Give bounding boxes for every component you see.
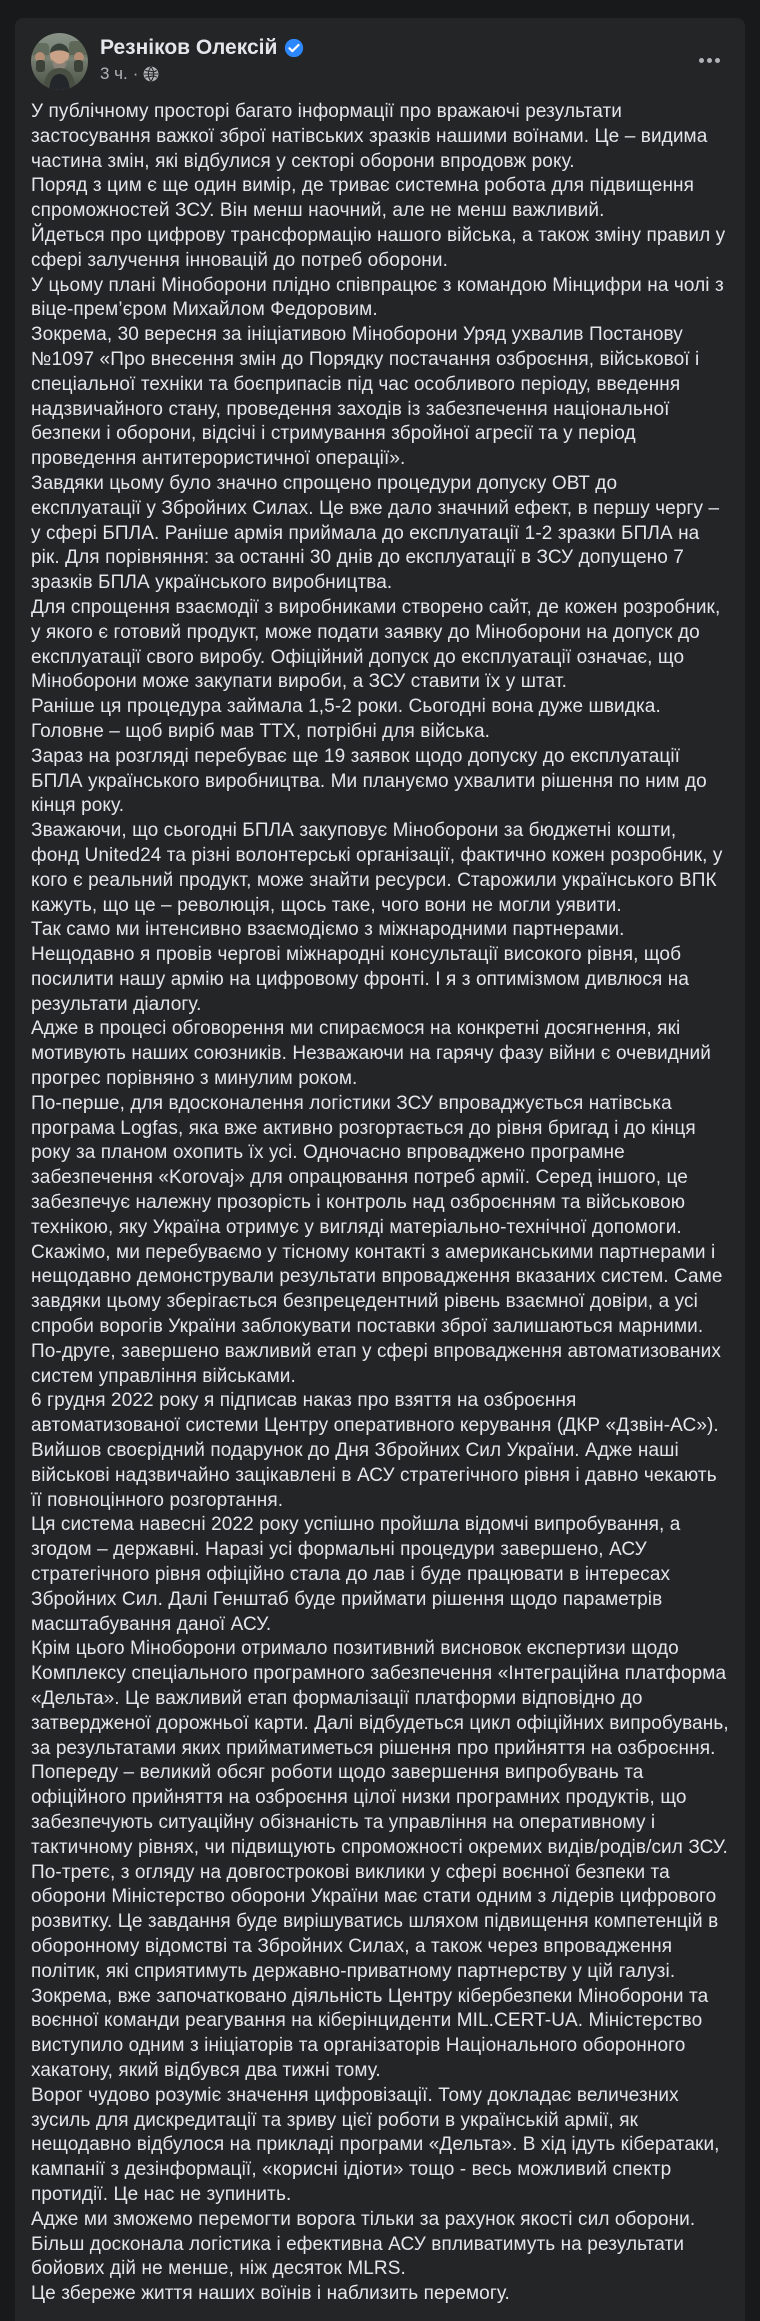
post-paragraph: Зараз на розгляді перебуває ще 19 заявок щодо допуску до експлуатації БПЛА українського виробництва. Ми плануємо ухвалити рішення по ним до кінця року.	[31, 745, 707, 817]
post-paragraph: Раніше ця процедура займала 1,5-2 роки. Сьогодні вона дуже швидка. Головне – щоб виріб мав ТТХ, потрібні для війська.	[31, 696, 661, 742]
post-paragraph: По-третє, з огляду на довгострокові виклики у сфері воєнної безпеки та оборони Міністерство оборони України має стати одним з лідерів цифрового розвитку. Це завдання буде вирішуватись шляхом підвищення компетенцій в оборонному відомстві та Збройних Силах, а також через впровадження політик, які сприятимуть державно-приватному партнерству у цій галузі.	[31, 1861, 719, 1982]
profile-avatar[interactable]	[31, 33, 88, 90]
post-paragraph: У цьому плані Міноборони плідно співпрацює з командою Мінцифри на чолі з віце-прем’єром Михайлом Федоровим.	[31, 274, 724, 321]
more-options-button[interactable]	[689, 40, 729, 80]
post-paragraph: Ця система навесні 2022 року успішно пройшла відомчі випробування, а згодом – державні. Наразі усі формальні процедури завершено, АСУ стратегічного рівня офіційно стала до лав і буде працювати в інтересах Збройних Сил. Далі Генштаб буде приймати рішення щодо параметрів масштабування даної АСУ.	[31, 1514, 681, 1635]
author-name[interactable]: Резніков Олексій	[100, 36, 278, 59]
post-header	[15, 18, 745, 100]
post-paragraph: Ворог чудово розуміє значення цифровізації. Тому докладає величезних зусиль для дискредитації та зриву цієї роботи в українській армії, як нещодавно відбулося на прикладі програми «Дельта». В хід ідуть кібератаки, кампанії з дезінформації, «корисні ідіоти» тощо - весь можливий спектр протидії. Це нас не зупинить.	[31, 2084, 720, 2205]
post-paragraph: Адже ми зможемо перемогти ворога тільки за рахунок якості сил оборони.	[31, 2208, 696, 2230]
post-paragraph: Поряд з цим є ще один вимір, де триває системна робота для підвищення спроможностей ЗСУ. Він менш наочний, але не менш важливий.	[31, 175, 695, 222]
post-header-info	[100, 33, 304, 84]
post-paragraph: Так само ми інтенсивно взаємодіємо з міжнародними партнерами.	[31, 919, 625, 941]
post-paragraph: По-перше, для вдосконалення логістики ЗСУ впроваджується натівська програма Logfas, яка вже активно розгортається до рівня бригад і до кінця року за планом охопить їх усі. Одночасно впроваджено програмне забезпечення «Korovaj» для опрацювання потреб армії. Серед іншого, це забезпечує належну прозорість і контроль над озброєнням та військовою технікою, яку Україна отримує у вигляді матеріально-технічної допомоги.	[31, 1092, 696, 1238]
post-timestamp[interactable]: 3 ч.	[100, 64, 128, 84]
post-paragraph: Зокрема, вже започатковано діяльність Центру кібербезпеки Міноборони та воєнної команди реагування на кіберінциденти MIL.CERT-UA. Міністерство виступило одним з ініціаторів та організаторів Національного оборонного хакатону, який відбувся два тижні тому.	[31, 1985, 709, 2081]
post-paragraph: Зважаючи, що сьогодні БПЛА закуповує Міноборони за бюджетні кошти, фонд United24 та різні волонтерські організації, фактично кожен розробник, у кого є реальний продукт, може знайти ресурси. Старожили українського ВПК кажуть, що це – революція, щось таке, чого вони не могли уявити.	[31, 820, 723, 916]
dot-icon	[699, 58, 704, 63]
post-paragraph: Завдяки цьому було значно спрощено процедури допуску ОВТ до експлуатації у Збройних Силах. Це вже дало значний ефект, в першу чергу – у сфері БПЛА. Раніше армія приймала до експлуатації 1-2 зразки БПЛА на рік. Для порівняння: за останні 30 днів до експлуатації в ЗСУ допущено 7 зразків БПЛА українського виробництва.	[31, 472, 720, 594]
post-paragraph: Це збереже життя наших воїнів і наблизить перемогу.	[31, 2283, 510, 2305]
globe-public-icon	[143, 66, 159, 82]
meta-separator: ·	[132, 64, 139, 84]
post-paragraph: Більш досконала логістика і ефективна АСУ впливатимуть на результати бойових дій не менше, ніж десяток MLRS.	[31, 2233, 685, 2280]
post-paragraph: У публічному просторі багато інформації про вражаючі результати застосування важкої зброї натівських зразків нашими воїнами. Це – видима частина змін, які відбулися у секторі оборони впродовж року.	[31, 101, 708, 172]
post-meta-row	[100, 64, 304, 84]
verified-badge-icon	[284, 38, 304, 58]
dot-icon	[707, 58, 712, 63]
post-paragraph: Нещодавно я провів чергові міжнародні консультації високого рівня, щоб посилити нашу армію на цифровому фронті. І я з оптимізмом дивлюся на результати діалогу.	[31, 944, 690, 1015]
post-paragraph: 6 грудня 2022 року я підписав наказ про взяття на озброєння автоматизованої системи Центру оперативного керування (ДКР «Дзвін-АС»). Вийшов своєрідний подарунок до Дня Збройних Сил України. Адже наші військові надзвичайно зацікавлені в АСУ стратегічного рівня і давно чекають її повноцінного розгортання.	[31, 1390, 719, 1511]
post-paragraph: Для спрощення взаємодії з виробниками створено сайт, де кожен розробник, у якого є готовий продукт, може подати заявку до Міноборони на допуск до експлуатації свого виробу. Офіційний допуск до експлуатації означає, що Міноборони може закупати вироби, а ЗСУ ставити їх у штат.	[31, 596, 721, 693]
dot-icon	[715, 58, 720, 63]
post-text	[15, 100, 745, 2307]
post-paragraph: Адже в процесі обговорення ми спираємося на конкретні досягнення, які мотивують наших союзників. Незважаючи на гарячу фазу війни є очевидний прогрес порівняно з минулим роком.	[31, 1018, 711, 1090]
post-paragraph: Крім цього Міноборони отримало позитивний висновок експертизи щодо Комплексу спеціального програмного забезпечення «Інтеграційна платформа «Дельта». Це важливий етап формалізації платформи відповідно до затвердженої дорожньої карти. Далі відбудеться цикл офіційних випробувань, за результатами яких прийматиметься рішення про прийняття на озброєння. Попереду – великий обсяг роботи щодо завершення випробувань та офіційного прийняття на озброєння цілої низки програмних продуктів, що забезпечують ситуаційну обізнаність та управління на оперативному і тактичному рівнях, чи підвищують спроможності окремих видів/родів/сил ЗСУ.	[31, 1638, 729, 1858]
profile-photo-icon	[31, 33, 88, 90]
author-name-row	[100, 36, 304, 60]
post-paragraph: Скажімо, ми перебуваємо у тісному контакті з американськими партнерами і нещодавно демонстрували результати впровадження вказаних систем. Саме завдяки цьому зберігається безпрецедентний рівень взаємної довіри, а усі спроби ворогів України заблокувати поставки зброї залишаються марними.	[31, 1241, 723, 1338]
post-paragraph: Йдеться про цифрову трансформацію нашого війська, а також зміну правил у сфері залучення інновацій до потреб оборони.	[31, 224, 726, 271]
post-card	[15, 18, 745, 2321]
post-paragraph: По-друге, завершено важливий етап у сфері впровадження автоматизованих систем управління військами.	[31, 1340, 721, 1387]
post-paragraph: Зокрема, 30 вересня за ініціативою Міноборони Уряд ухвалив Постанову №1097 «Про внесення змін до Порядку постачання озброєння, військової і спеціальної техніки та боєприпасів під час особливого періоду, введення надзвичайного стану, проведення заходів із забезпечення національної безпеки і оборони, відсічі і стримування збройної агресії та у період проведення антитерористичної операції».	[31, 324, 700, 470]
